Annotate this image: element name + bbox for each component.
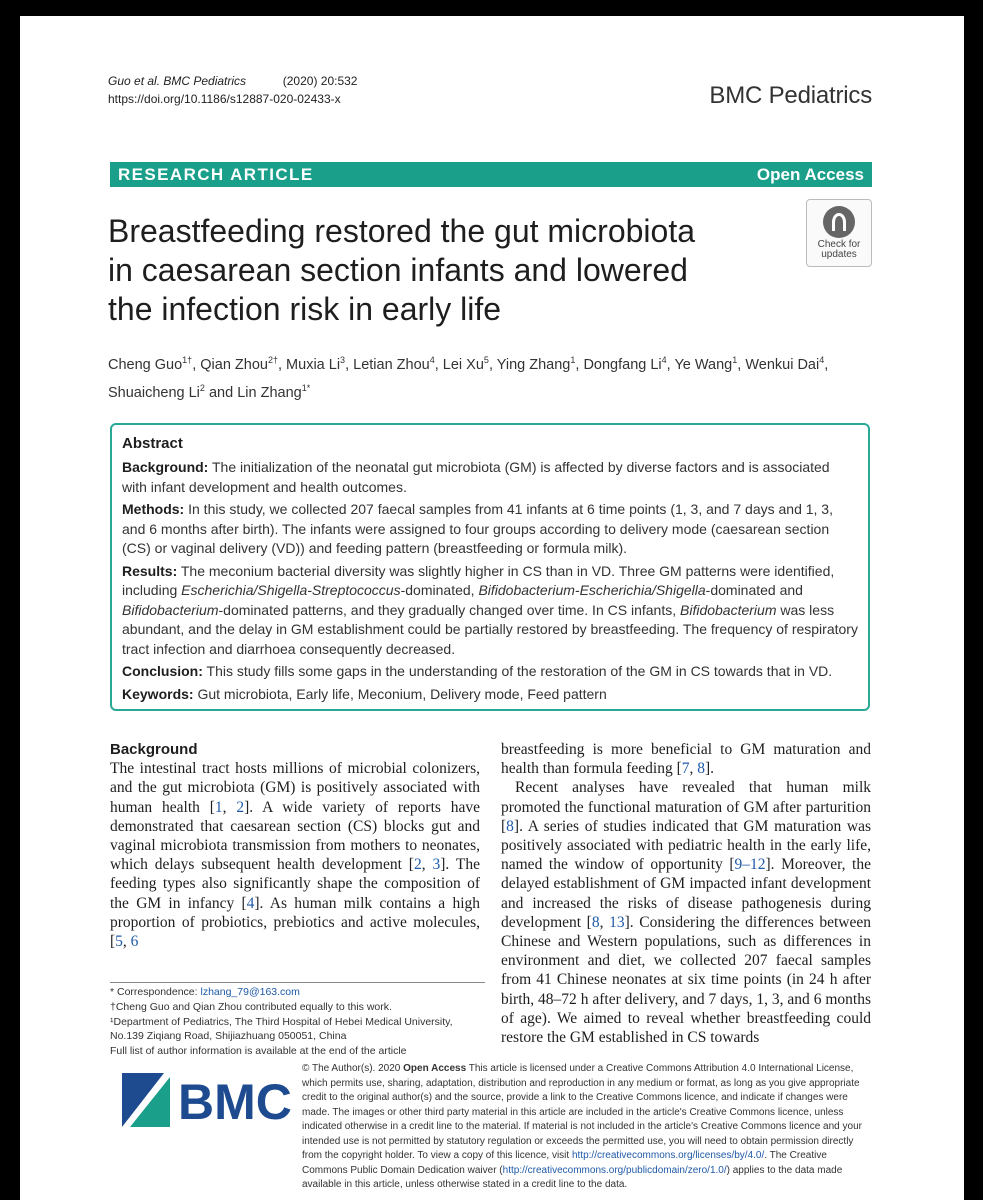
author-list: Cheng Guo$^{1\dagger}$, Qian Zhou$^{2\dagger}$, Muxia Li$^3$, Letian Zhou$^4$, Lei Xu$^5$, Ying Zhang$^1$, Dongfang Li$^4$, Ye Wang$^1$, Wenkui Dai$^4$, Shuaicheng Li$^2$ and Lin Zhang$^{1*}$ bbox=[108, 355, 829, 401]
license-link[interactable]: http://creativecommons.org/licenses/by/4.0/ bbox=[571, 1150, 765, 1161]
author[interactable]: Ye Wang$^1$ bbox=[674, 355, 738, 373]
body-column-left bbox=[110, 740, 480, 951]
body-paragraph: Recent analyses have revealed that human milk promoted the functional maturation of GM after parturition [8]. A series of studies indicated that GM maturation was positively associated with pediatric health in the early life, named the window of opportunity [9–12]. Moreover, the delayed establishment of GM impacted infant development and increased the risks of disease pathogenesis during development [8, 13]. Considering the differences between Chinese and Western populations, such as differences in environment and diet, we collected 207 faecal samples from 41 Chinese neonates at six time points (in 24 h after birth, 48–72 h after delivery, and 7 days, 1, 3, and 6 months of age). We aimed to reveal whether breastfeeding could restore the GM established in CS towards bbox=[501, 779, 871, 1047]
cc0-link[interactable]: http://creativecommons.org/publicdomain/zero/1.0/ bbox=[502, 1164, 727, 1176]
citation-link[interactable]: 1 bbox=[214, 798, 223, 816]
author[interactable]: Letian Zhou$^4$ bbox=[353, 355, 435, 373]
citation-link[interactable]: 8 bbox=[591, 913, 600, 931]
title-line: Breastfeeding restored the gut microbiota bbox=[108, 213, 695, 249]
citation-link[interactable]: 2 bbox=[413, 856, 422, 874]
bmc-logo bbox=[122, 1069, 292, 1131]
author[interactable]: Shuaicheng Li$^2$ bbox=[108, 382, 205, 401]
citation-link[interactable]: 4 bbox=[246, 894, 255, 912]
check-for-updates-button[interactable]: Check for updates bbox=[806, 199, 872, 267]
citation-link[interactable]: 3 bbox=[432, 856, 441, 874]
citation-year: (2020) 20:532 bbox=[282, 74, 358, 88]
author-info-note: Full list of author information is available at the end of the article bbox=[110, 1045, 407, 1058]
article-type-banner bbox=[110, 162, 872, 187]
author[interactable]: Qian Zhou$^{2\dagger}$ bbox=[200, 355, 278, 373]
email-link[interactable]: lzhang_79@163.com bbox=[200, 986, 300, 998]
citation-link[interactable]: 9–12 bbox=[734, 856, 766, 874]
citation-link[interactable]: 7 bbox=[681, 760, 690, 778]
license-statement: © The Author(s). 2020 Open Access This article is licensed under a Creative Commons Attribution 4.0 International License, which permits use, sharing, adaptation, distribution and reproduction in any medium or format, as long as you give appropriate credit to the original author(s) and the source, provide a link to the Creative Commons licence, and indicate if changes were made. The images or other third party material in this article are included in the article's Creative Commons licence, unless indicated otherwise in a credit line to the material. If material is not included in the article's Creative Commons licence and your intended use is not permitted by statutory regulation or exceeds the permitted use, you will need to obtain permission directly from the copyright holder. To view a copy of this licence, visit http://creativecommons.org/licenses/by/4.0/. The Creative Commons Public Domain Dedication waiver (http://creativecommons.org/publicdomain/zero/1.0/) applies to the data made available in this article, unless otherwise stated in a credit line to the data. bbox=[302, 1063, 862, 1190]
footnotes bbox=[110, 982, 485, 1059]
title-line: the infection risk in early life bbox=[108, 291, 502, 327]
abstract-methods: Methods: In this study, we collected 207 faecal samples from 41 infants at 6 time points (1, 3, and 7 days and 1, 3, and 6 months after birth). The infants were assigned to four groups according to delivery mode (caesarean section (CS) or vaginal delivery (VD)) and feeding pattern (breastfeeding or formula milk). bbox=[122, 501, 833, 556]
citation-link[interactable]: 2 bbox=[236, 798, 245, 816]
author[interactable]: Wenkui Dai$^4$ bbox=[745, 355, 825, 373]
citation-link[interactable]: 8 bbox=[697, 760, 706, 778]
article-title bbox=[108, 212, 788, 329]
author[interactable]: Ying Zhang$^1$ bbox=[496, 355, 576, 373]
affiliation: ¹Department of Pediatrics, The Third Hospital of Hebei Medical University, No.139 Ziqiang Road, Shijiazhuang 050051, China bbox=[110, 1015, 453, 1043]
crossmark-icon bbox=[823, 206, 855, 238]
citation-header bbox=[108, 72, 357, 108]
citation-link[interactable]: 5 bbox=[115, 933, 123, 951]
author[interactable]: Dongfang Li$^4$ bbox=[583, 355, 667, 373]
abstract-results: Results: The meconium bacterial diversity was slightly higher in CS than in VD. Three GM patterns were identified, including Escherichia/Shigella-Streptococcus-dominated, Bifidobacterium-Escherichia/Shigella-dominated and Bifidobacterium-dominated patterns, and they gradually changed over time. In CS infants, Bifidobacterium was less abundant, and the delay in GM establishment could be partially restored by breastfeeding. The frequency of respiratory tract infection and diarrhoea consequently decreased. bbox=[122, 562, 858, 657]
doi-link[interactable]: https://doi.org/10.1186/s12887-020-02433-x bbox=[108, 92, 341, 106]
abstract-background: Background: The initialization of the neonatal gut microbiota (GM) is affected by diverse factors and is associated with infant development and health outcomes. bbox=[122, 459, 830, 495]
author[interactable]: Cheng Guo$^{1\dagger}$ bbox=[108, 355, 193, 373]
article-page bbox=[20, 16, 964, 1200]
body-column-right bbox=[501, 740, 871, 1047]
abstract-keywords: Keywords: Gut microbiota, Early life, Meconium, Delivery mode, Feed pattern bbox=[122, 685, 607, 702]
section-heading: Background bbox=[110, 741, 198, 758]
citation-authors: Guo et al. BMC Pediatrics bbox=[108, 74, 247, 88]
body-paragraph: The intestinal tract hosts millions of microbial colonizers, and the gut microbiota (GM) is positively associated with human health [1, 2]. A wide variety of reports have demonstrated that caesarean section (CS) blocks gut and vaginal microbiota transmission from mothers to neonates, which delays subsequent health development [2, 3]. The feeding types also significantly shape the composition of the GM in infancy [4]. As human milk contains a high proportion of probiotics, prebiotics and active molecules, [5, 6 bbox=[110, 760, 481, 951]
abstract-box bbox=[110, 423, 870, 711]
author[interactable]: Lin Zhang$^{1*}$ bbox=[237, 382, 311, 401]
svg-text:BMC: BMC bbox=[178, 1074, 292, 1130]
citation-link[interactable]: 8 bbox=[506, 817, 514, 835]
author[interactable]: Lei Xu$^5$ bbox=[442, 355, 489, 373]
author[interactable]: Muxia Li$^3$ bbox=[286, 355, 346, 373]
citation-link[interactable]: 13 bbox=[609, 913, 625, 931]
open-access-label: Open Access bbox=[756, 165, 864, 184]
journal-name: BMC Pediatrics bbox=[709, 82, 872, 109]
title-line: in caesarean section infants and lowered bbox=[108, 252, 688, 288]
abstract-heading: Abstract bbox=[122, 435, 183, 452]
abstract-conclusion: Conclusion: This study fills some gaps in the understanding of the restoration of the GM in CS towards that in VD. bbox=[122, 663, 833, 679]
body-paragraph: breastfeeding is more beneficial to GM maturation and health than formula feeding [7, 8]. bbox=[501, 741, 871, 778]
equal-contribution-note: †Cheng Guo and Qian Zhou contributed equally to this work. bbox=[110, 1000, 392, 1013]
citation-link[interactable]: 6 bbox=[130, 933, 139, 951]
correspondence: * Correspondence: lzhang_79@163.com bbox=[110, 986, 300, 998]
article-type: RESEARCH ARTICLE bbox=[118, 165, 314, 184]
